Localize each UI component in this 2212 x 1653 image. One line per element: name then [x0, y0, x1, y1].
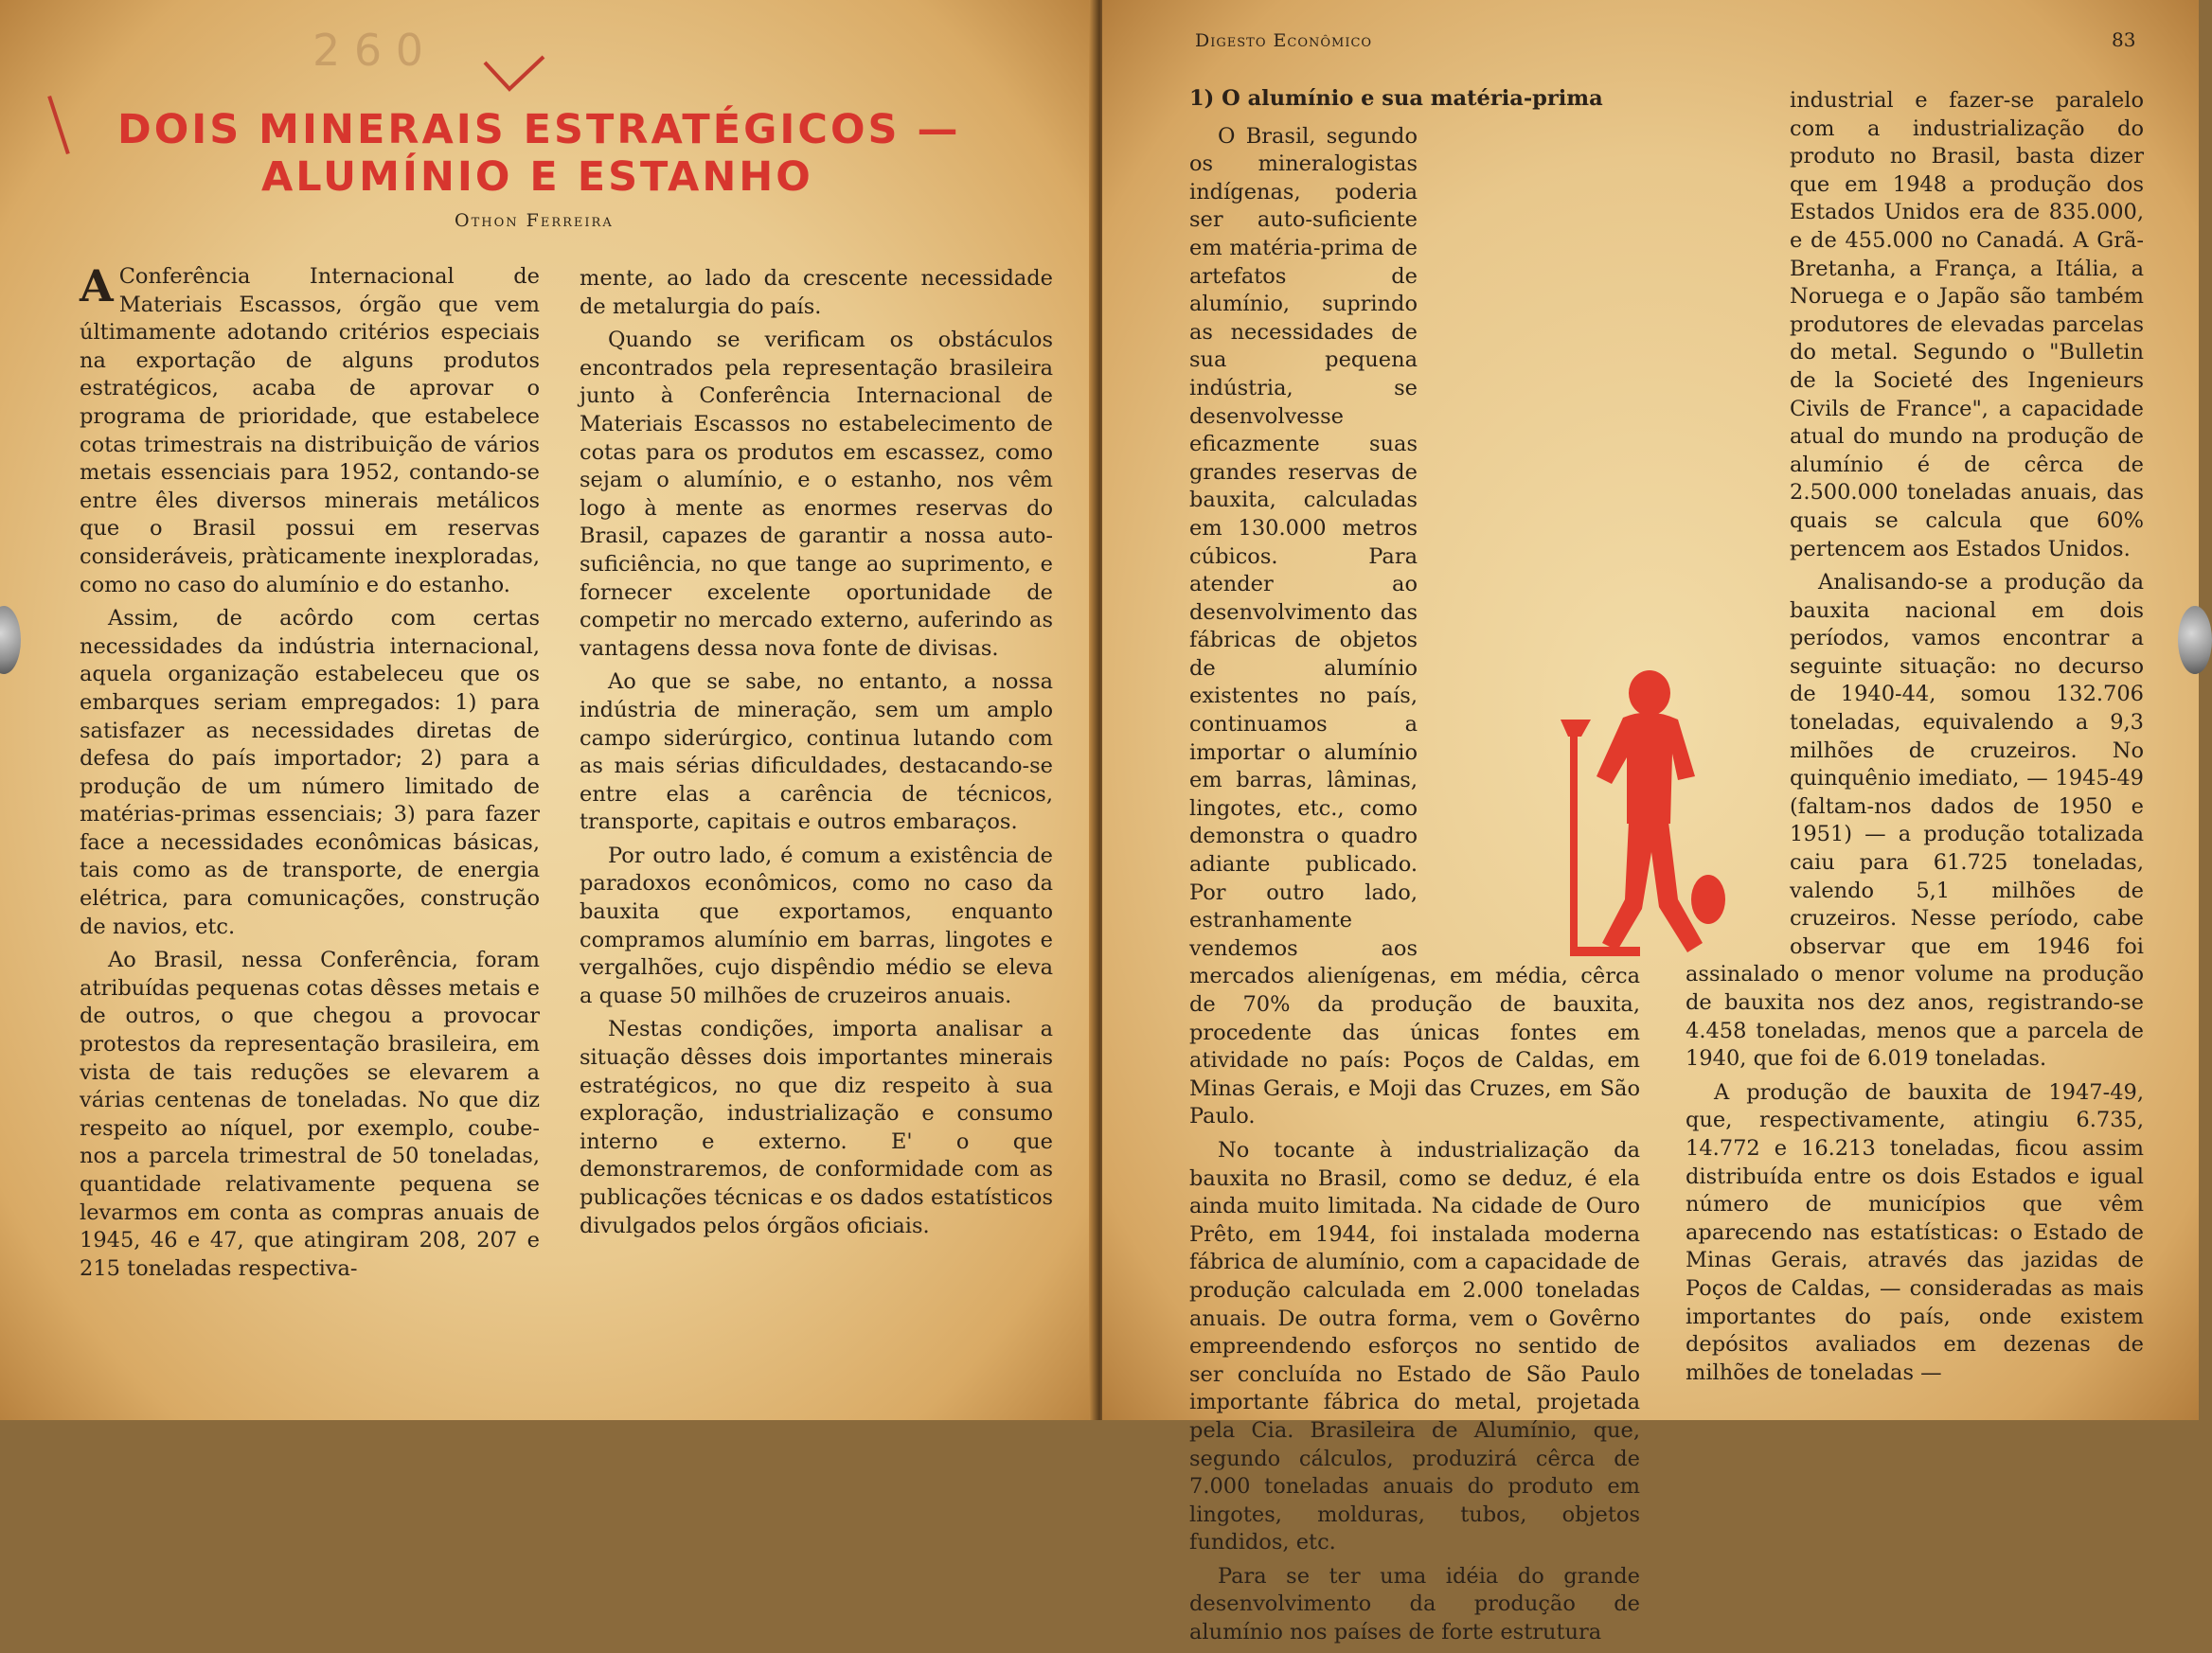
article-title-line1: DOIS MINERAIS ESTRATÉGICOS — — [117, 106, 961, 153]
article-title-line2: ALUMÍNIO E ESTANHO — [261, 153, 813, 201]
paragraph: No tocante à industrialização da bauxita no Brasil, como se deduz, é ela ainda muito limitada. Na cidade de Ouro Prêto, em 1944, foi instalada moderna fábrica de alumínio, com a capacidade de produção calculada em 2.000 toneladas anuais. De outra forma, vem o Govêrno empreendendo esforços no sentido de ser concluída no Estado de São Paulo importante fábrica do metal, projetada pela Cia. Brasileira de Alumínio, que, segundo cálculos, produzirá cêrca de 7.000 toneladas anuais do produto em lingotes, molduras, tubos, objetos fundidos, etc. — [1189, 1137, 1640, 1555]
binding-rivet — [2178, 606, 2212, 674]
pencil-annotation: 2 6 0 — [312, 25, 424, 76]
drop-cap: A — [80, 260, 114, 311]
paragraph: Para se ter uma idéia do grande desenvolvimento da produção de alumínio nos países de forte estrutura — [1189, 1563, 1640, 1645]
paragraph: O Brasil, segundo os mineralogistas indígenas, poderia ser auto-suficiente em matéria-prima de artefatos de alumínio, suprindo as necessidades de sua pequena indústria, se desenvolvesse eficazmente suas grandes reservas de bauxita, calculadas em 130.000 metros cúbicos. Para atender ao desenvolvimento das fábricas de objetos de alumínio existentes no país, continuamos a importar o alumínio em barras, lâminas, lingotes, etc., como demonstra o quadro adiante publicado. Por outro lado, estranhamente vendemos aos mercados alienígenas, em média, cêrca de 70% da produção de bauxita, procedente das únicas fontes em atividade no país: Poços de Caldas, em Minas Gerais, e Moji das Cruzes, em São Paulo. — [1189, 123, 1640, 1129]
paragraph: Ao que se sabe, no entanto, a nossa indústria de mineração, sem um amplo campo siderúrgico, continua lutando com as mais sérias dificuldades, destacando-se entre elas a carência de técnicos, transporte, capitais e outros embaraços. — [580, 669, 1053, 835]
right-page — [1102, 0, 2199, 1645]
binding-rivet — [0, 606, 21, 674]
red-pencil-mark — [47, 96, 70, 154]
paragraph: A produção de bauxita de 1947-49, que, respectivamente, atingiu 6.735, 14.772 e 16.213 toneladas, ficou assim distribuída entre os dois Estados e igual número de municípios que vêm aparecendo nas estatísticas: o Estado de Minas Gerais, através das jazidas de Poços de Caldas, — consideradas as mais importantes do país, onde existem depósitos avaliados em dezenas de milhões de toneladas — — [1686, 1079, 2144, 1385]
paragraph: Por outro lado, é comum a existência de paradoxos econômicos, como no caso da bauxita que exportamos, enquanto compramos alumínio em barras, lingotes e vergalhões, cujo dispêndio médio se eleva a quase 50 milhões de cruzeiros anuais. — [580, 843, 1053, 1008]
paragraph: Assim, de acôrdo com certas necessidades da indústria internacional, aquela organização estabeleceu que os embarques seriam empregados: 1) para satisfazer as necessidades diretas de defesa do país importador; 2) para a produção de um número limitado de matérias-primas essenciais; 3) para fazer face a necessidades econômicas básicas, tais como as de transporte, de energia elétrica, para comunicações, construção de navios, etc. — [80, 606, 540, 939]
paragraph: Nestas condições, importa analisar a situação dêsses dois importantes minerais estratégicos, no que diz respeito à sua exploração, industrialização e consumo interno e externo. E' o que demonstraremos, de conformidade com as publicações técnicas e os dados estatísticos divulgados pelos órgãos oficiais. — [580, 1017, 1053, 1238]
page-number: 83 — [2112, 28, 2136, 51]
text-column-4 — [1686, 87, 2144, 1393]
paragraph — [80, 260, 540, 599]
text-column-1 — [80, 260, 540, 1289]
section-heading: 1) O alumínio e sua matéria-prima — [1189, 86, 1603, 111]
paragraph: Quando se verificam os obstáculos encontrados pela representação brasileira junto à Conferência Internacional de Materiais Escassos no estabelecimento de cotas para os produtos em escassez, como sejam o alumínio, e o estanho, nos vêm logo à mente as enormes reservas do Brasil, capazes de garantir a nossa auto-suficiência, no que tange ao suprimento, e fornecer excelente oportunidade de competir no mercado externo, auferindo as vantagens dessa nova fonte de divisas. — [580, 328, 1053, 661]
left-page — [0, 0, 1097, 1420]
running-header: Digesto Econômico — [1195, 30, 1373, 51]
article-author: Othon Ferreira — [455, 210, 614, 231]
paragraph: Analisando-se a produção da bauxita nacional em dois períodos, vamos encontrar a seguinte situação: no decurso de 1940-44, somou 132.706 toneladas, equivalendo a 9,3 milhões de cruzeiros. No quinquênio imediato, — 1945-49 (faltam-nos dados de 1950 e 1951) — a produção totalizada caiu para 61.725 toneladas, valendo 5,1 milhões de cruzeiros. Nesse período, cabe observar que em 1946 foi assinalado o menor volume na produção de bauxita nos dez anos, registrando-se 4.458 toneladas, menos que a parcela de 1940, que foi de 6.019 toneladas. — [1686, 570, 2144, 1072]
paragraph-text: Conferência Internacional de Materiais Escassos, órgão que vem últimamente adotando critérios especiais na exportação de alguns produtos estratégicos, acaba de aprovar o programa de prioridade, que estabelece cotas trimestrais na distribuição de vários metais essenciais para 1952, contando-se entre êles diversos minerais metálicos que o Brasil possui em reservas consideráveis, pràticamente inexploradas, como no caso do alumínio e do estanho. — [80, 264, 540, 597]
red-check-mark — [481, 55, 547, 93]
text-column-2 — [580, 265, 1053, 1246]
paragraph: Ao Brasil, nessa Conferência, foram atribuídas pequenas cotas dêsses metais e de outros, o que chegou a provocar protestos da representação brasileira, em vista de tais reduções se elevarem a várias centenas de toneladas. No que diz respeito ao níquel, por exemplo, coube-nos a parcela trimestral de 50 toneladas, quantidade relativamente pequena se levarmos em conta as compras anuais de 1945, 46 e 47, que atingiram 208, 207 e 215 toneladas respectiva- — [80, 948, 540, 1281]
paragraph: mente, ao lado da crescente necessidade de metalurgia do país. — [580, 266, 1053, 319]
figure-space — [1686, 646, 1780, 958]
paragraph: industrial e fazer-se paralelo com a industrialização do produto no Brasil, basta dizer que em 1948 a produção dos Estados Unidos era de 835.000, e de 455.000 no Canadá. A Grã-Bretanha, a França, a Itália, a Noruega e o Japão são também produtores de elevadas parcelas do metal. Segundo o "Bulletin de la Societé des Ingenieurs Civils de France", a capacidade atual do mundo na produção de alumínio é de cêrca de 2.500.000 toneladas anuais, das quais se calcula que 60% pertencem aos Estados Unidos. — [1790, 88, 2144, 561]
